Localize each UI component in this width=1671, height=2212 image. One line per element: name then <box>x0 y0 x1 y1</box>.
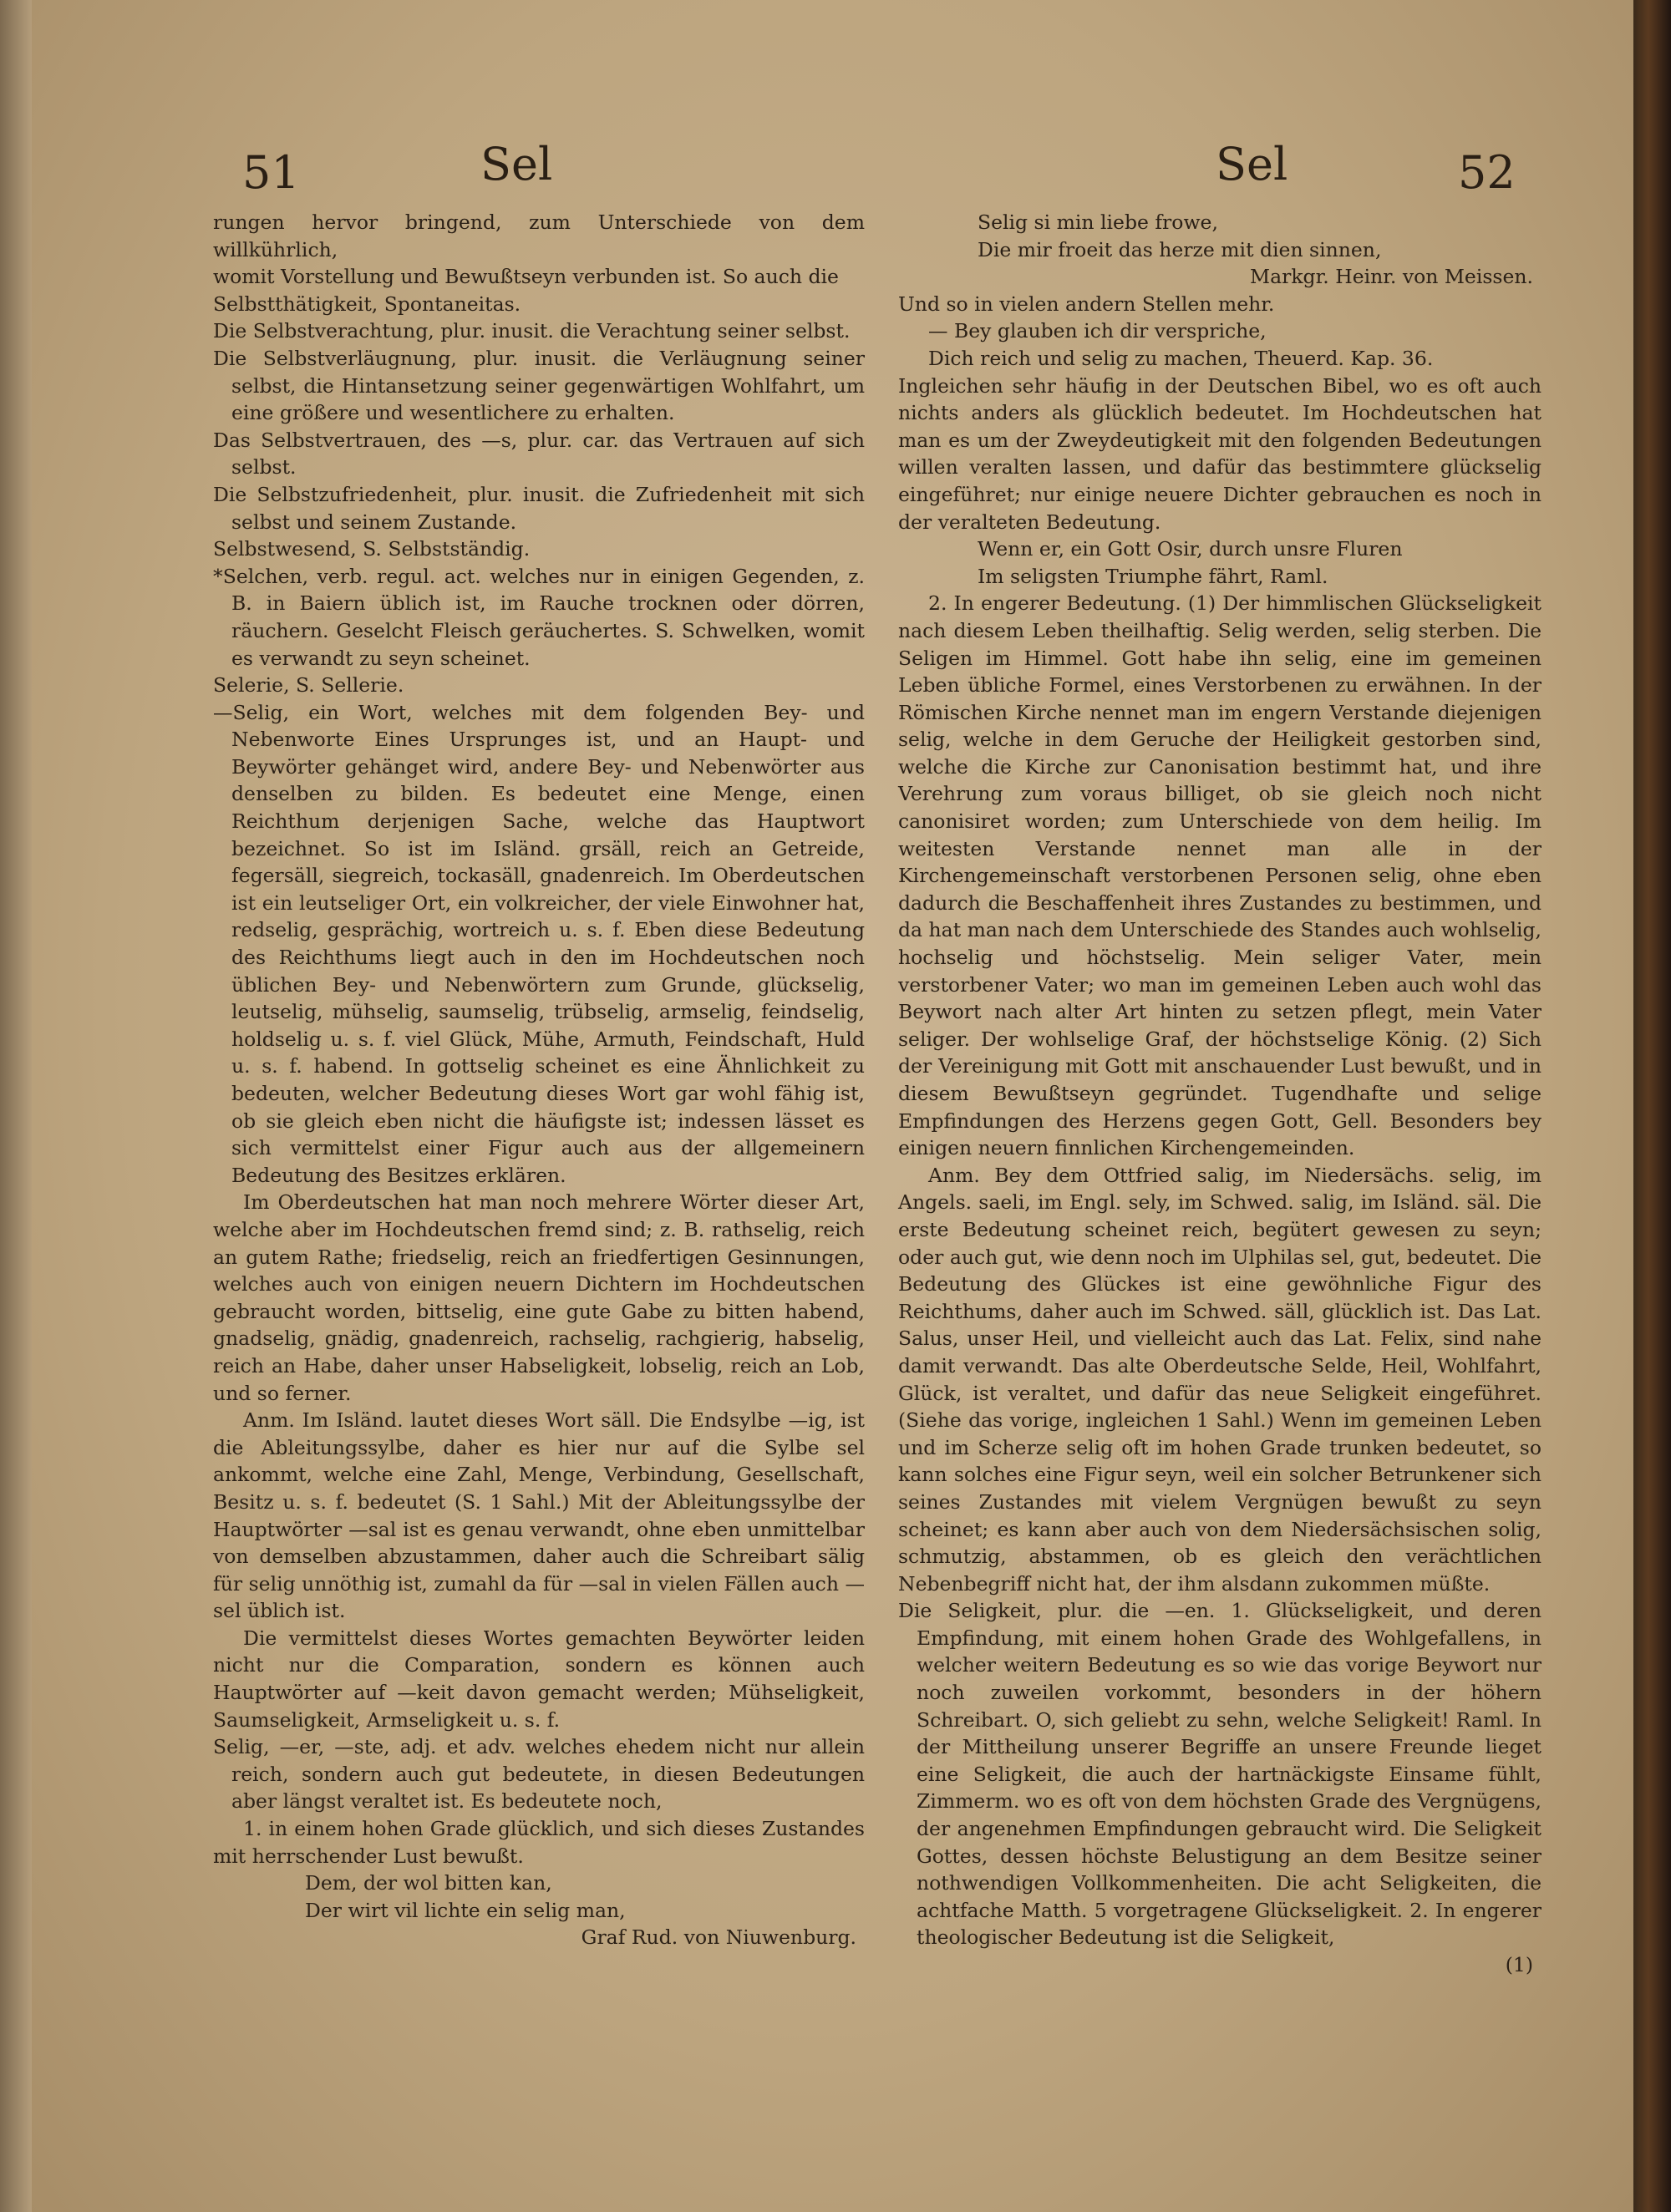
verse-line: Dich reich und selig zu machen, Theuerd. Kap. 36. <box>928 346 1434 370</box>
dictionary-entry: Die Selbstzufriedenheit, plur. inusit. die Zufriedenheit mit sich selbst und seinem Zustande. <box>213 482 865 534</box>
folio-left: 51 <box>242 146 300 199</box>
dictionary-entry: Die Seligkeit, plur. die —en. 1. Glückseligkeit, und deren Empfindung, mit einem hohen Grade des Wohlgefallens, in welcher weitern Bedeutung es so wie das vorige Beywort nur noch zuweilen vorkommt, besonders in der höhern Schreibart. O, sich geliebt zu sehn, welche Seligkeit! Raml. In der Mittheilung unserer Begriffe an unsere Freunde lieget eine Seligkeit, die auch der hartnäckigste Einsame fühlt, Zimmerm. wo es oft von dem höchsten Grade des Vergnügens, der angenehmen Empfindungen gebraucht wird. Die Seligkeit Gottes, dessen höchste Belustigung an dem Besitze seiner nothwendigen Vollkommenheiten. Die acht Seligkeiten, die achtfache Matth. 5 vorgetragene Glückseligkeit. 2. In engerer theologischer Bedeutung ist die Seligkeit, <box>898 1599 1541 1950</box>
text-line: Und so in vielen andern Stellen mehr. <box>898 292 1275 316</box>
verse-line: Der wirt vil lichte ein selig man, <box>305 1898 626 1922</box>
dictionary-entry: Selerie, S. Sellerie. <box>213 673 404 698</box>
running-head-right: Sel <box>1216 138 1288 190</box>
dictionary-entry: Die Selbstverläugnung, plur. inusit. die Verläugnung seiner selbst, die Hintansetzung seiner gegenwärtigen Wohlfahrt, um eine größere und wesentlichere zu erhalten. <box>213 346 865 425</box>
text-line: Selbstthätigkeit, Spontaneitas. <box>213 292 521 316</box>
dictionary-entry: —Selig, ein Wort, welches mit dem folgenden Bey- und Nebenworte Eines Ursprunges ist, und an Haupt- und Beywörter gehänget wird, andere Bey- und Nebenwörter aus denselben zu bilden. Es bedeutet eine Menge, einen Reichthum derjenigen Sache, welche das Hauptwort bezeichnet. So ist im Isländ. grsäll, reich an Getreide, fegersäll, siegreich, tockasäll, gnadenreich. Im Oberdeutschen ist ein leutseliger Ort, ein volkreicher, der viele Einwohner hat, redselig, gesprächig, wortreich u. s. f. Eben diese Bedeutung des Reichthums liegt auch in den im Hochdeutschen noch üblichen Bey- und Nebenwörtern zum Grunde, glückselig, leutselig, mühselig, saumselig, trübselig, armselig, feindselig, holdselig u. s. f. viel Glück, Mühe, Armuth, Feindschaft, Huld u. s. f. habend. In gottselig scheinet es eine Ähnlichkeit zu bedeuten, welcher Bedeutung dieses Wort gar wohl fähig ist, ob sie gleich eben nicht die häufigste ist; indessen lässet es sich vermittelst einer Figur auch aus der allgemeinern Bedeutung des Besitzes erklären. <box>213 700 865 1187</box>
dictionary-entry: Selbstwesend, S. Selbstständig. <box>213 537 531 561</box>
paragraph: Ingleichen sehr häufig in der Deutschen Bibel, wo es oft auch nichts anders als glücklich bedeutet. Im Hochdeutschen hat man es um der Zweydeutigkeit mit den folgenden Bedeutungen willen veralten lassen, und dafür das bestimmtere glückselig eingeführet; nur einige neuere Dichter gebrauchen es noch in der veralteten Bedeutung. <box>898 373 1541 534</box>
verse-line: Wenn er, ein Gott Osir, durch unsre Fluren <box>978 537 1403 561</box>
dictionary-entry: Selig, —er, —ste, adj. et adv. welches ehedem nicht nur allein reich, sondern auch gut bedeutete, in diesen Bedeutungen aber längst veraltet ist. Es bedeutete noch, <box>213 1735 865 1814</box>
verse-line: — Bey glauben ich dir verspriche, <box>928 319 1267 343</box>
verse-line: Dem, der wol bitten kan, <box>305 1871 552 1895</box>
verse-line: Selig si min liebe frowe, <box>978 211 1218 234</box>
verse-line: Im seligsten Triumphe fährt, Raml. <box>978 564 1328 588</box>
text-line: womit Vorstellung und Bewußtseyn verbunden ist. So auch die <box>213 265 839 289</box>
paragraph: Im Oberdeutschen hat man noch mehrere Wörter dieser Art, welche aber im Hochdeutschen fremd sind; z. B. rathselig, reich an gutem Rathe; friedselig, reich an friedfertigen Gesinnungen, welches auch von einigen neuern Dichtern im Hochdeutschen gebraucht worden, bittselig, eine gute Gabe zu bitten habend, gnadselig, gnädig, gnadenreich, rachselig, rachgierig, habselig, reich an Habe, daher unser Habseligkeit, lobselig, reich an Lob, und so ferner. <box>213 1190 865 1405</box>
paragraph: Die vermittelst dieses Wortes gemachten Beywörter leiden nicht nur die Comparation, sondern es können auch Hauptwörter auf —keit davon gemacht werden; Mühseligkeit, Saumseligkeit, Armseligkeit u. s. f. <box>213 1626 865 1732</box>
right-column <box>898 209 1541 1979</box>
dictionary-entry: *Selchen, verb. regul. act. welches nur in einigen Gegenden, z. B. in Baiern üblich ist, im Rauche trocknen oder dörren, räuchern. Geselcht Fleisch geräuchertes. S. Schwelken, womit es verwandt zu seyn scheinet. <box>213 564 865 670</box>
running-head-left: Sel <box>480 138 553 190</box>
annotation-paragraph: Anm. Bey dem Ottfried salig, im Niedersächs. selig, im Angels. saeli, im Engl. sely, im Schwed. salig, im Isländ. säl. Die erste Bedeutung scheinet reich, begütert gewesen zu seyn; oder auch gut, wie denn noch im Ulphilas sel, gut, bedeutet. Die Bedeutung des Glückes ist eine gewöhnliche Figur des Reichthums, daher auch im Schwed. säll, glücklich ist. Das Lat. Salus, unser Heil, und vielleicht auch das Lat. Felix, sind nahe damit verwandt. Das alte Oberdeutsche Selde, Heil, Wohlfahrt, Glück, ist veraltet, und dafür das neue Seligkeit eingeführet. (Siehe das vorige, ingleichen 1 Sahl.) Wenn im gemeinen Leben und im Scherze selig oft im hohen Grade trunken bedeutet, so kann solches eine Figur seyn, weil ein solcher Betrunkener sich seines Zustandes mit vielem Vergnügen bewußt zu seyn scheinet; es kann aber auch von dem Niedersächsischen solig, schmutzig, abstammen, ob es gleich den verächtlichen Nebenbegriff nicht hat, der ihm alsdann zukommen müßte. <box>898 1163 1541 1596</box>
annotation-paragraph: Anm. Im Isländ. lautet dieses Wort säll. Die Endsylbe —ig, ist die Ableitungssylbe, daher es hier nur auf die Sylbe sel ankommt, welche eine Zahl, Menge, Verbindung, Gesellschaft, Besitz u. s. f. bedeutet (S. 1 Sahl.) Mit der Ableitungssylbe der Hauptwörter —sal ist es genau verwandt, ohne eben unmittelbar von demselben abzustammen, daher auch die Schreibart sälig für selig unnöthig ist, zumahl da für —sal in vielen Fällen auch —sel üblich ist. <box>213 1408 865 1623</box>
page-stack-edge <box>0 0 32 2212</box>
paragraph: 1. in einem hohen Grade glücklich, und sich dieses Zustandes mit herrschender Lust bewußt. <box>213 1817 865 1868</box>
text-line: rungen hervor bringend, zum Unterschiede von dem willkührlich, <box>213 211 865 261</box>
verse-line: Die mir froeit das herze mit dien sinnen, <box>978 237 1382 261</box>
attribution: Markgr. Heinr. von Meissen. <box>1250 265 1533 289</box>
paragraph: 2. In engerer Bedeutung. (1) Der himmlischen Glückseligkeit nach diesem Leben theilhaftig. Selig werden, selig sterben. Die Seligen im Himmel. Gott habe ihn selig, eine im gemeinen Leben übliche Formel, eines Verstorbenen zu erwähnen. In der Römischen Kirche nennet man im engern Verstande diejenigen selig, welche in dem Geruche der Heiligkeit gestorben sind, welche die Kirche zur Canonisation bestimmt hat, und ihre Verehrung zum voraus billiget, ob sie gleich noch nicht canonisiret worden; zum Unterschiede von dem heilig. Im weitesten Verstande nennet man alle in der Kirchengemeinschaft verstorbenen Personen selig, ohne eben dadurch die Beschaffenheit ihres Zustandes zu bestimmen, und da hat man nach dem Unterschiede des Standes auch wohlselig, hochselig und höchstselig. Mein seliger Vater, mein verstorbener Vater; wo man im gemeinen Leben auch wohl das Beywort nach alter Art hinten zu setzen pflegt, mein Vater seliger. Der wohlselige Graf, der höchstselige König. (2) Sich der Vereinigung mit Gott mit anschauender Lust bewußt, und in diesem Bewußtseyn gegründet. Tugendhafte und selige Empfindungen des Herzens gegen Gott, Gell. Besonders bey einigen neuern finnlichen Kirchengemeinden. <box>898 591 1541 1160</box>
book-binding-edge <box>1633 0 1671 2212</box>
folio-right: 52 <box>1458 146 1516 199</box>
attribution: Graf Rud. von Niuwenburg. <box>581 1925 856 1950</box>
left-column <box>213 209 865 1951</box>
catchword: (1) <box>1505 1953 1533 1976</box>
dictionary-entry: Die Selbstverachtung, plur. inusit. die Verachtung seiner selbst. <box>213 319 851 343</box>
dictionary-entry: Das Selbstvertrauen, des —s, plur. car. das Vertrauen auf sich selbst. <box>213 428 865 479</box>
